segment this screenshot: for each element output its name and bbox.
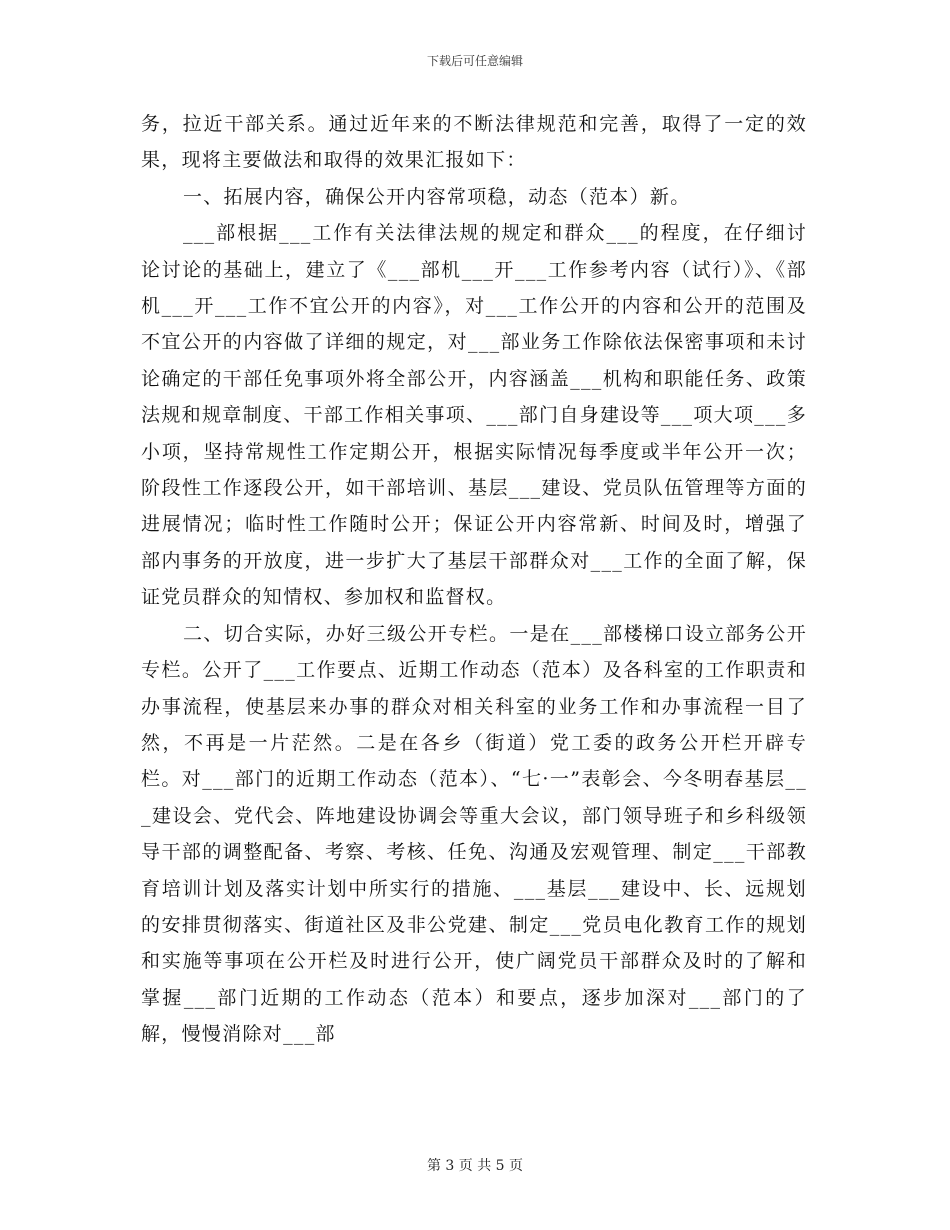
page-number: 第 3 页 共 5 页	[426, 1158, 524, 1174]
paragraph-section-1: ___部根据___工作有关法律法规的规定和群众___的程度，在仔细讨论讨论的基础上，建立了《___部机___开___工作参考内容（试行）》、《部机___开___工作不宜公开的内容》，对___工作公开的内容和公开的范围及不宜公开的内容做了详细的规定，对___部业务工作除依法保密事项和未讨论确定的干部任免事项外将全部公开，内容涵盖___机构和职能任务、政策法规和规章制度、干部工作相关事项、___部门自身建设等___项大项___多小项，坚持常规性工作定期公开，根据实际情况每季度或半年公开一次；阶段性工作逐段公开，如干部培训、基层___建设、党员队伍管理等方面的进展情况；临时性工作随时公开；保证公开内容常新、时间及时，增强了部内事务的开放度，进一步扩大了基层干部群众对___工作的全面了解，保证党员群众的知情权、参加权和监督权。	[141, 222, 807, 609]
paragraph-section-2: 二、切合实际，办好三级公开专栏。一是在___部楼梯口设立部务公开专栏。公开了___工作要点、近期工作动态（范本）及各科室的工作职责和办事流程，使基层来办事的群众对相关科室的业务工作和办事流程一目了然，不再是一片茫然。二是在各乡（街道）党工委的政务公开栏开辟专栏。对___部门的近期工作动态（范本）、“七·一”表彰会、今冬明春基层___建设会、党代会、阵地建设协调会等重大会议，部门领导班子和乡科级领导干部的调整配备、考察、考核、任免、沟通及宏观管理、制定___干部教育培训计划及落实计划中所实行的措施、___基层___建设中、长、远规划的安排贯彻落实、街道社区及非公党建、制定___党员电化教育工作的规划和实施等事项在公开栏及时进行公开，使广阔党员干部群众及时的了解和掌握___部门近期的工作动态（范本）和要点，逐步加深对___部门的了解，慢慢消除对___部	[141, 622, 807, 1046]
section-heading-1: 一、拓展内容，确保公开内容常项稳，动态（范本）新。	[183, 185, 691, 208]
paragraph-continuation: 务，拉近干部关系。通过近年来的不断法律规范和完善，取得了一定的效果，现将主要做法和取得的效果汇报如下：	[141, 113, 807, 172]
page-header: 下载后可任意编辑	[426, 54, 523, 68]
document-body	[141, 106, 807, 1053]
